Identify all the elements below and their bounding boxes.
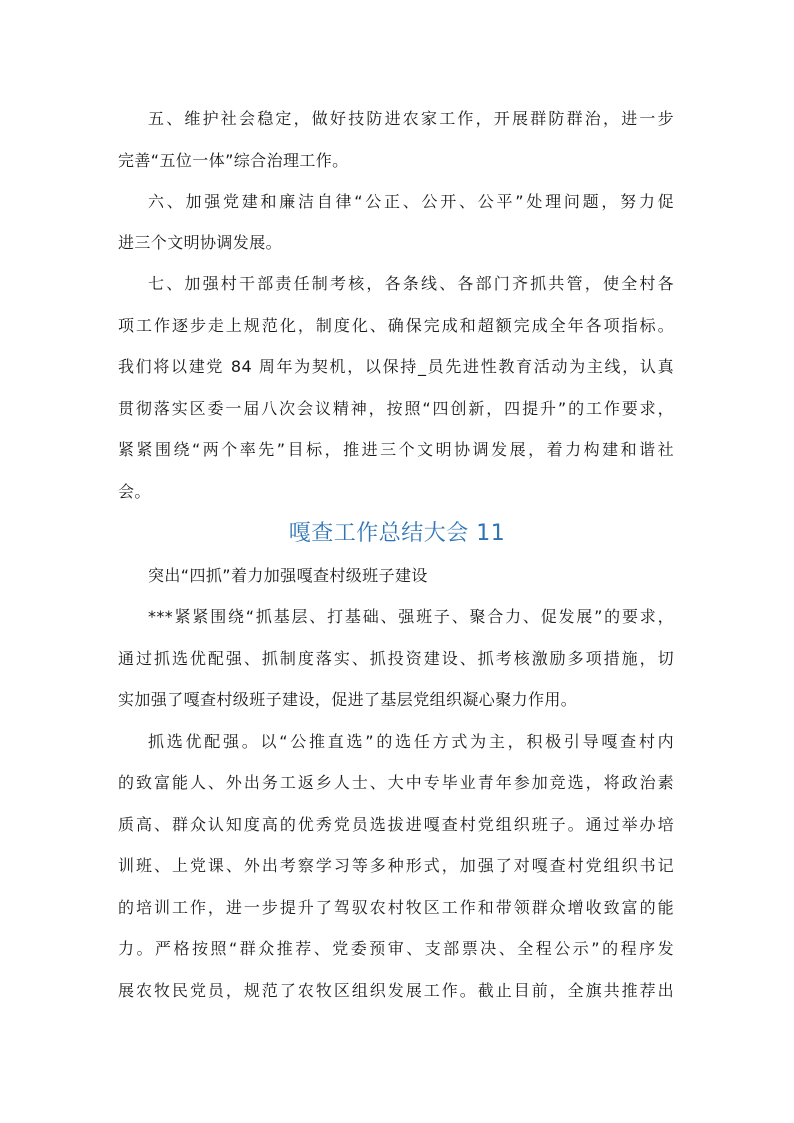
paragraph-line: 五、维护社会稳定，做好技防进农家工作，开展群防群治，进一步: [148, 109, 674, 128]
paragraph-line: 通过抓选优配强、抓制度落实、抓投资建设、抓考核激励多项措施，切: [118, 649, 674, 668]
paragraph-line: 会。: [118, 482, 151, 501]
paragraph-line: 实加强了嘎查村级班子建设，促进了基层党组织凝心聚力作用。: [118, 690, 578, 709]
paragraph-line: 六、加强党建和廉洁自律“公正、公开、公平”处理问题，努力促: [148, 192, 674, 211]
paragraph-line: 质高、群众认知度高的优秀党员选拔进嘎查村党组织班子。通过举办培: [118, 815, 674, 834]
paragraph-line: 突出“四抓”着力加强嘎查村级班子建设: [148, 566, 428, 585]
paragraph-line: 我们将以建党 84 周年为契机，以保持_员先进性教育活动为主线，认真: [118, 357, 674, 376]
paragraph-line: 抓选优配强。以“公推直选”的选任方式为主，积极引导嘎查村内: [148, 732, 674, 751]
paragraph-line: 七、加强村干部责任制考核，各条线、各部门齐抓共管，使全村各: [148, 274, 674, 293]
paragraph-line: 的培训工作，进一步提升了驾驭农村牧区工作和带领群众增收致富的能: [118, 898, 674, 917]
paragraph-line: ***紧紧围绕“抓基层、打基础、强班子、聚合力、促发展”的要求，: [148, 607, 674, 626]
section-heading: 嘎查工作总结大会 11: [288, 521, 506, 546]
paragraph-line: 的致富能人、外出务工返乡人士、大中专毕业青年参加竞选，将政治素: [118, 773, 674, 792]
paragraph-line: 力。严格按照“群众推荐、党委预审、支部票决、全程公示”的程序发: [118, 939, 674, 958]
paragraph-line: 训班、上党课、外出考察学习等多种形式，加强了对嘎查村党组织书记: [118, 856, 674, 875]
paragraph-line: 项工作逐步走上规范化，制度化、确保完成和超额完成全年各项指标。: [118, 316, 674, 335]
paragraph-line: 贯彻落实区委一届八次会议精神，按照“四创新，四提升”的工作要求，: [118, 399, 674, 418]
paragraph-line: 紧紧围绕“两个率先”目标，推进三个文明协调发展，着力构建和谐社: [118, 440, 674, 459]
paragraph-line: 进三个文明协调发展。: [118, 233, 283, 252]
paragraph-line: 展农牧民党员，规范了农牧区组织发展工作。截止目前，全旗共推荐出: [118, 981, 674, 1000]
paragraph-line: 完善“五位一体”综合治理工作。: [118, 151, 349, 170]
